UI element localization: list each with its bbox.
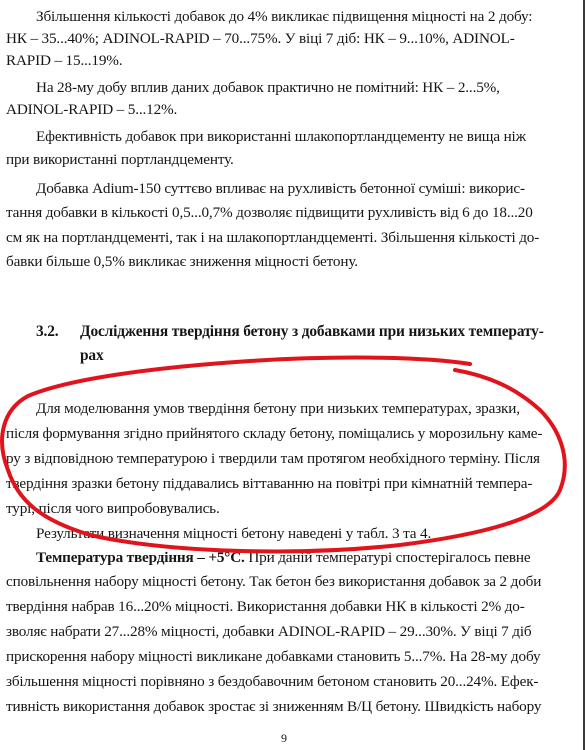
text-line: прискорення набору міцності викликане добавками становить 5...7%. На 28-му добу: [6, 648, 541, 665]
paragraph-6: Результати визначення міцності бетону наведені у табл. 3 та 4.: [36, 525, 432, 542]
text-line: твердіння набрав 16...20% міцності. Використання добавки НК в кількості 2% до-: [6, 598, 525, 615]
text-line: зволяє набрати 27...28% міцності, добавки ADINOL-RAPID – 29...30%. У віці 7 діб: [6, 623, 532, 640]
text-line: [36, 548, 531, 567]
text-line: Ефективність добавок при використанні шлакопортландцементу не вища ніж: [36, 128, 526, 145]
text-line: при використанні портландцементу.: [6, 151, 234, 168]
text-line: тання добавки в кількості 0,5...0,7% дозволяє підвищити рухливість від 6 до 18...20: [6, 204, 533, 221]
section-number: 3.2.: [36, 323, 59, 340]
text-line: ADINOL-RAPID – 5...12%.: [6, 101, 178, 118]
text-line: см як на портландцементі, так і на шлакопортландцементі. Збільшення кількості до-: [6, 229, 540, 246]
text-line: НК – 35...40%; ADINOL-RAPID – 70...75%. У віці 7 діб: НК – 9...10%, ADINOL-: [6, 30, 515, 47]
text-line: турі, після чого випробовувались.: [6, 500, 220, 517]
text-line: збільшення міцності порівняно з бездобавочним бетоном становить 20...24%. Ефек-: [6, 673, 539, 690]
text-line: після формування згідно прийнятого складу бетону, поміщались у морозильну каме-: [6, 425, 543, 442]
text-line: сповільнення набору міцності бетону. Так бетон без використання добавок за 2 доби: [6, 573, 542, 590]
text-line: Збільшення кількості добавок до 4% викликає підвищення міцності на 2 добу:: [36, 8, 533, 25]
section-title: Дослідження твердіння бетону з добавками при низьких температу-: [80, 323, 544, 340]
section-title-continued: рах: [80, 347, 104, 364]
temperature-heading: Температура твердіння – +5°С.: [36, 549, 245, 566]
text-line: ру з відповідною температурою і твердили там протягом необхідного терміну. Після: [6, 450, 540, 467]
text-line: бавки більше 0,5% викликає зниження міцності бетону.: [6, 253, 358, 270]
text-line: тивність використання добавок зростає зі зниженням В/Ц бетону. Швидкість набору: [6, 698, 542, 715]
text-fragment: При даній температурі спостерігалось певне: [244, 549, 531, 566]
text-line: твердіння зразки бетону піддавались віттаванню на повітрі при кімнатній темпера-: [6, 475, 533, 492]
text-line: Добавка Adium-150 суттєво впливає на рухливість бетонної суміші: викорис-: [36, 180, 525, 197]
page-number: 9: [281, 731, 287, 745]
text-line: Для моделювання умов твердіння бетону при низьких температурах, зразки,: [36, 400, 520, 417]
text-line: На 28-му добу вплив даних добавок практично не помітний: НК – 2...5%,: [36, 79, 500, 96]
text-line: RAPID – 15...19%.: [6, 52, 123, 69]
